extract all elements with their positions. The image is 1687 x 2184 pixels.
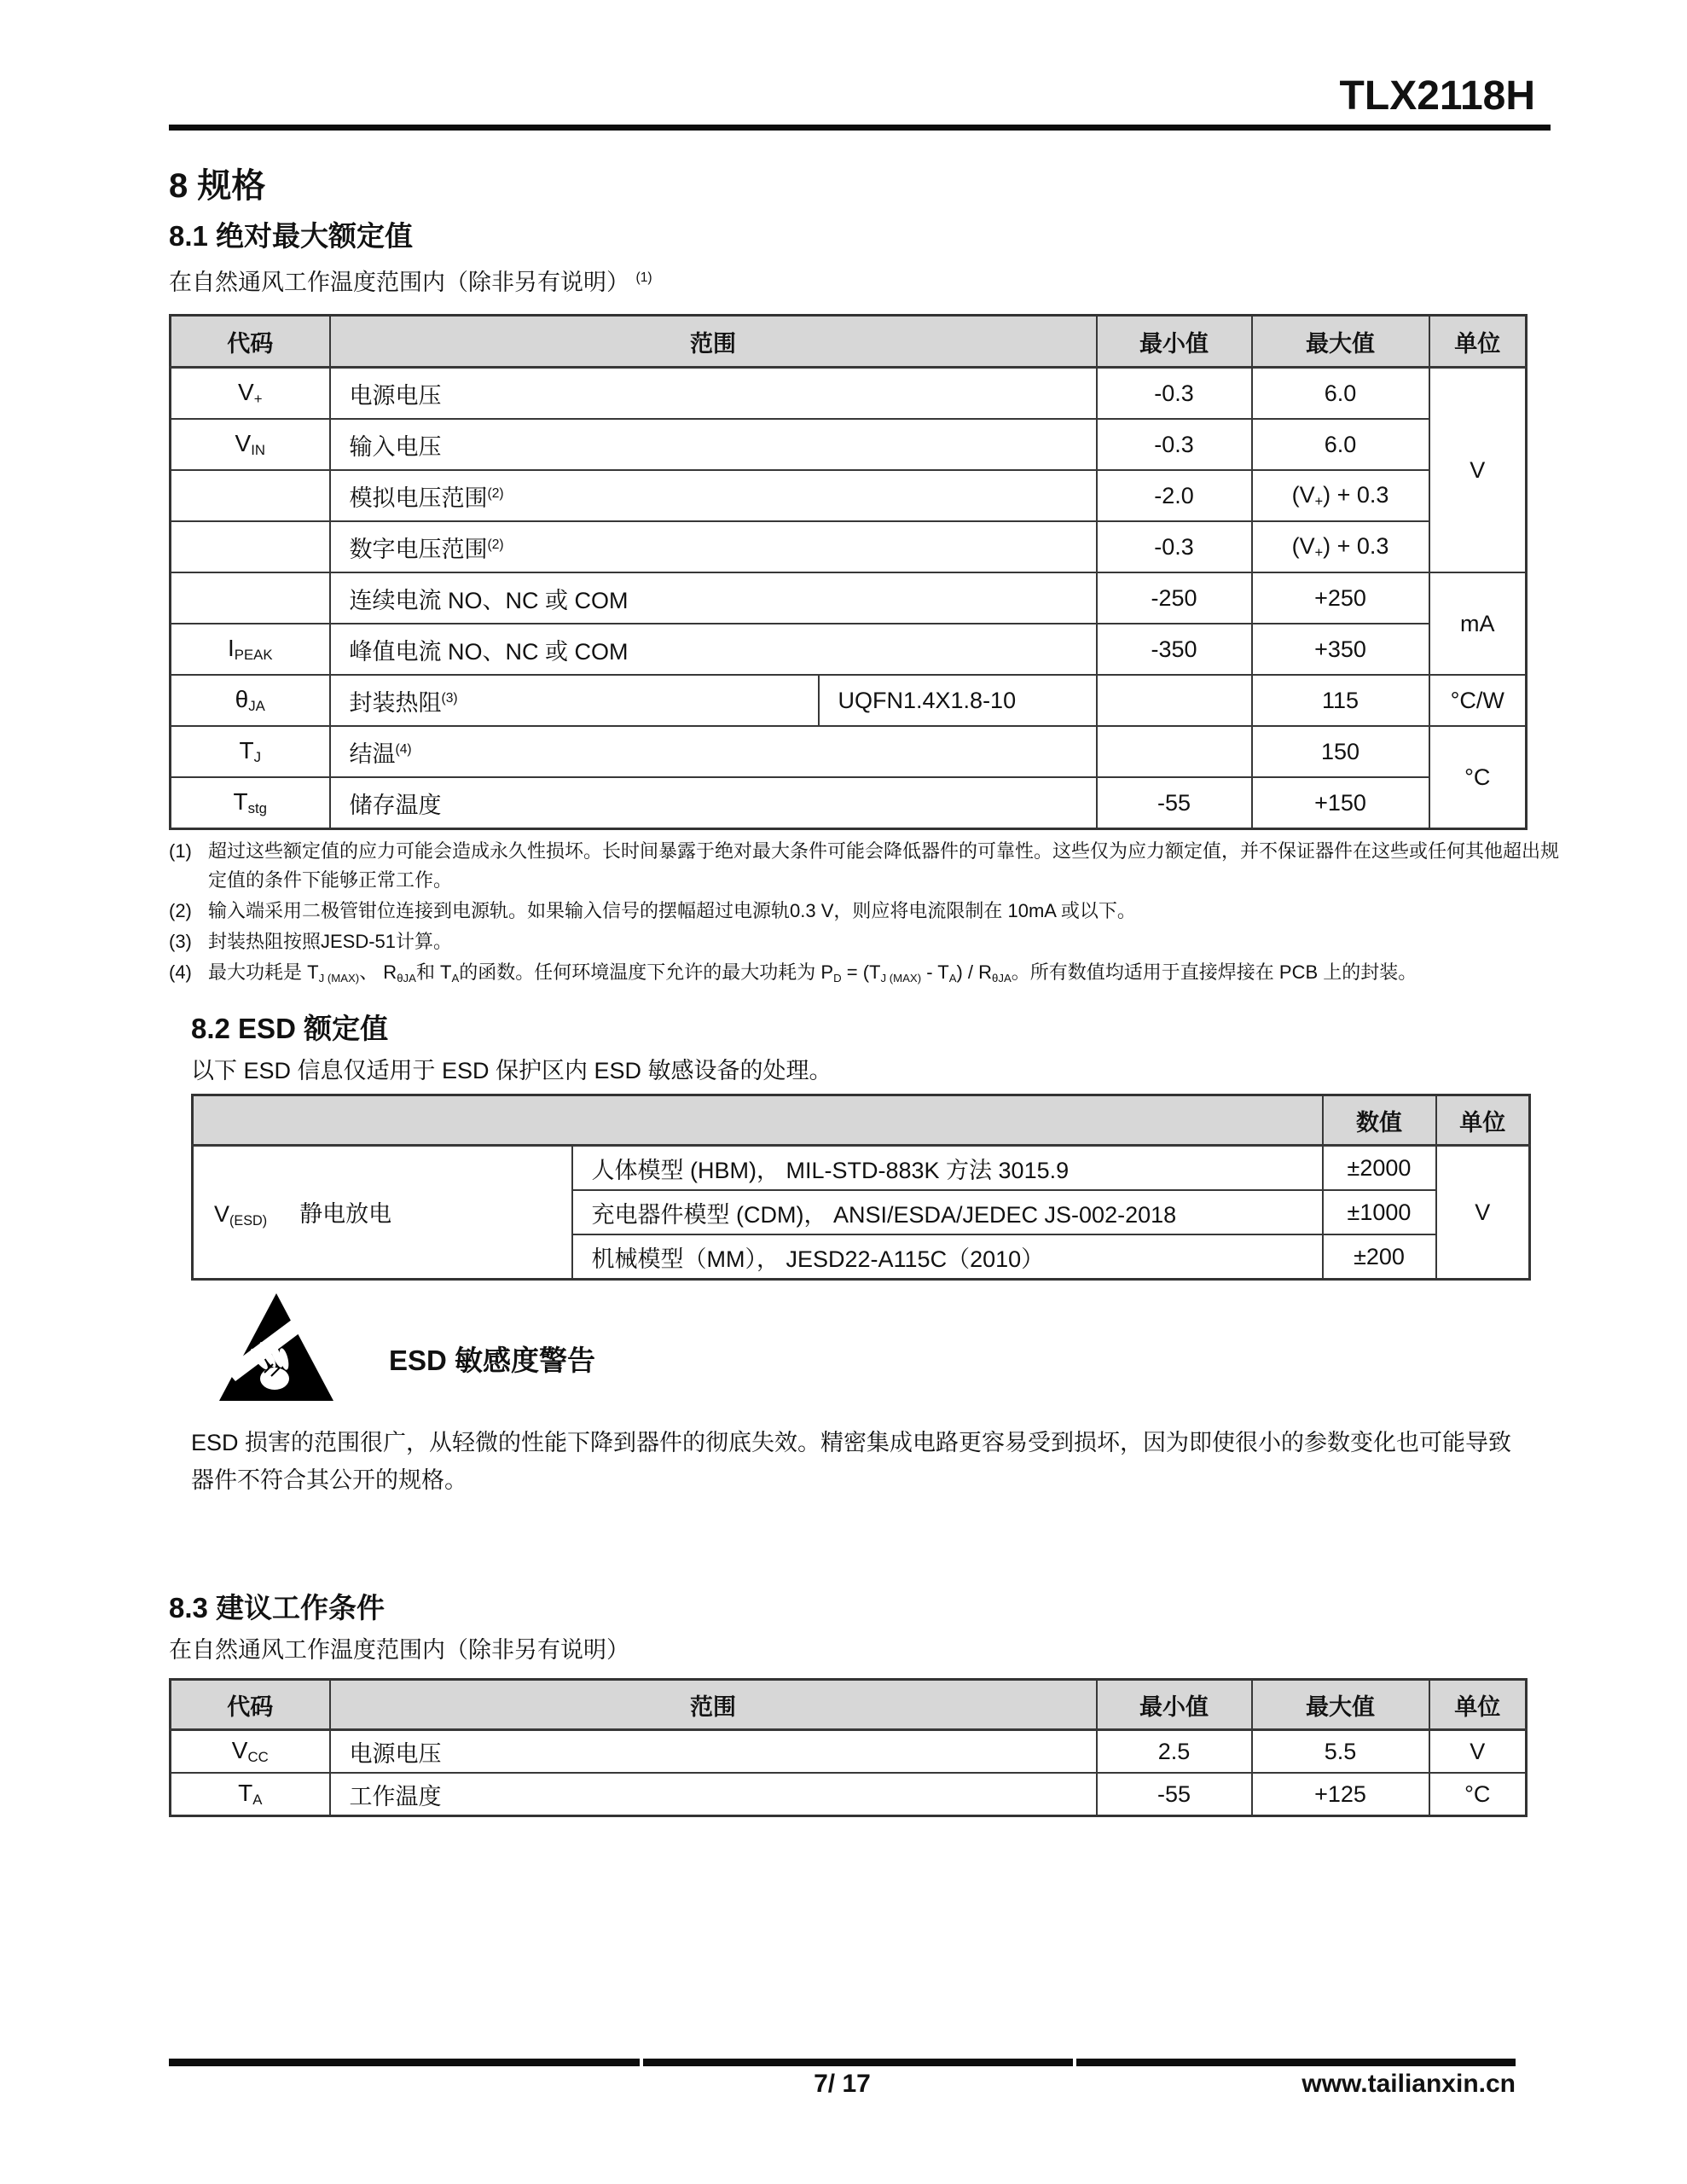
column-header-value: 数值 (1323, 1095, 1436, 1146)
max-cell: +125 (1252, 1773, 1429, 1816)
min-cell (1097, 726, 1252, 777)
page-number: 7/ 17 (814, 2070, 871, 2098)
page-header (169, 0, 1551, 131)
footnote-text: 超过这些额定值的应力可能会造成永久性损坏。长时间暴露于绝对最大条件可能会降低器件的可靠性。这些仅为应力额定值，并不保证器件在这些或任何其他超出规定值的条件下能够正常工作。 (208, 840, 1560, 891)
code-cell (171, 470, 330, 521)
website-url: www.tailianxin.cn (1301, 2070, 1516, 2098)
esd-warning-icon (217, 1291, 336, 1403)
footnote-text: 最大功耗是 $T_{J (MAX)}$、 $R_{\theta JA}$和 $T_A$的函数。任何环境温度下允许的最大功耗为 $P_D = (T_{J (MAX)} - T_A) / R_{\theta JA}$。所有数值均适用于直接焊接在 PCB 上的封装。 (208, 961, 1417, 985)
table-header-row (193, 1095, 1530, 1146)
footnote (169, 897, 1568, 926)
column-header-blank (193, 1095, 1323, 1146)
code-cell: $T_A$ (171, 1773, 330, 1816)
range-cell: 结温$^{(4)}$ (330, 726, 1097, 777)
column-header-range: 范围 (330, 316, 1097, 368)
table-row (171, 368, 1527, 420)
section-8-1-title: 8.1 绝对最大额定值 (169, 220, 414, 252)
min-cell: -55 (1097, 777, 1252, 829)
unit-cell: °C (1429, 1773, 1527, 1816)
section-8-3-title: 8.3 建议工作条件 (169, 1592, 386, 1623)
min-cell: -250 (1097, 572, 1252, 624)
table-row (171, 1773, 1527, 1816)
column-header-code: 代码 (171, 1680, 330, 1730)
max-cell: +350 (1252, 624, 1429, 675)
absolute-maximum-ratings-table (169, 314, 1528, 830)
code-cell: $\theta_{JA}$ (171, 675, 330, 726)
esd-code: $V_{(ESD)}$ (214, 1201, 268, 1228)
code-cell: $V_{IN}$ (171, 419, 330, 470)
max-cell: +150 (1252, 777, 1429, 829)
column-header-min: 最小值 (1097, 316, 1252, 368)
model-cell: 机械模型（MM）， JESD22-A115C（2010） (572, 1234, 1323, 1280)
code-cell (171, 521, 330, 572)
esd-code-cell (193, 1146, 572, 1280)
code-cell: $V_{CC}$ (171, 1730, 330, 1774)
range-cell: 连续电流 NO、NC 或 COM (330, 572, 1097, 624)
max-cell: 6.0 (1252, 368, 1429, 420)
footnote-marker: (3) (169, 931, 192, 952)
footnote-marker: (2) (169, 900, 192, 921)
package-cell: UQFN1.4X1.8-10 (819, 675, 1097, 726)
table-header-row (171, 1680, 1527, 1730)
footnote-text: 输入端采用二极管钳位连接到电源轨。如果输入信号的摆幅超过电源轨0.3 V，则应将电流限制在 10mA 或以下。 (208, 900, 1136, 921)
max-cell: $(V_+) + 0.3$ (1252, 470, 1429, 521)
max-cell: 115 (1252, 675, 1429, 726)
table-row (171, 470, 1527, 521)
code-cell: $I_{PEAK}$ (171, 624, 330, 675)
section-8-title: 8 规格 (169, 167, 266, 205)
range-cell: 储存温度 (330, 777, 1097, 829)
min-cell: -2.0 (1097, 470, 1252, 521)
section-8-3-intro: 在自然通风工作温度范围内（除非另有说明） (169, 1637, 629, 1663)
esd-code-label: 静电放电 (299, 1201, 392, 1227)
footnote-marker: (4) (169, 961, 192, 983)
column-header-unit: 单位 (1436, 1095, 1530, 1146)
min-cell: -0.3 (1097, 419, 1252, 470)
table-row (171, 624, 1527, 675)
unit-cell: V (1436, 1146, 1530, 1280)
range-cell: 封装热阻$^{(3)}$ (330, 675, 819, 726)
recommended-operating-conditions-table (169, 1678, 1528, 1817)
table-row (171, 1730, 1527, 1774)
footnote-marker: (1) (169, 840, 192, 862)
table-row (171, 419, 1527, 470)
column-header-unit: 单位 (1429, 1680, 1527, 1730)
min-cell (1097, 675, 1252, 726)
column-header-range: 范围 (330, 1680, 1097, 1730)
unit-cell: °C (1429, 726, 1527, 829)
section-8-3 (169, 1591, 1551, 1817)
unit-cell: V (1429, 1730, 1527, 1774)
esd-ratings-table (191, 1094, 1531, 1281)
esd-warning-body: ESD 损害的范围很广，从轻微的性能下降到器件的彻底失效。精密集成电路更容易受到损坏，因为即使很小的参数变化也可能导致器件不符合其公开的规格。 (191, 1430, 1512, 1493)
table-row (171, 572, 1527, 624)
unit-cell: V (1429, 368, 1527, 573)
table-row (171, 726, 1527, 777)
code-cell: $T_J$ (171, 726, 330, 777)
column-header-min: 最小值 (1097, 1680, 1252, 1730)
table-row (171, 675, 1527, 726)
max-cell: 5.5 (1252, 1730, 1429, 1774)
header-rule (169, 125, 1551, 131)
range-cell: 数字电压范围$^{(2)}$ (330, 521, 1097, 572)
min-cell: -0.3 (1097, 368, 1252, 420)
max-cell: +250 (1252, 572, 1429, 624)
max-cell: 6.0 (1252, 419, 1429, 470)
min-cell: -0.3 (1097, 521, 1252, 572)
footnote (169, 837, 1568, 895)
model-cell: 充电器件模型 (CDM)， ANSI/ESDA/JEDEC JS-002-2018 (572, 1190, 1323, 1234)
part-number: TLX2118H (1339, 73, 1535, 119)
column-header-max: 最大值 (1252, 316, 1429, 368)
unit-cell: mA (1429, 572, 1527, 675)
range-cell: 电源电压 (330, 368, 1097, 420)
column-header-unit: 单位 (1429, 316, 1527, 368)
code-cell: $V_+$ (171, 368, 330, 420)
min-cell: -55 (1097, 1773, 1252, 1816)
code-cell: $T_{stg}$ (171, 777, 330, 829)
column-header-max: 最大值 (1252, 1680, 1429, 1730)
section-8-2-intro: 以下 ESD 信息仅适用于 ESD 保护区内 ESD 敏感设备的处理。 (191, 1058, 832, 1083)
column-header-code: 代码 (171, 316, 330, 368)
table-row (171, 521, 1527, 572)
footnotes (169, 837, 1568, 993)
page-footer (169, 2059, 1516, 2106)
table-row (193, 1146, 1530, 1191)
esd-warning-title: ESD 敏感度警告 (389, 1344, 596, 1376)
footnote (169, 958, 1568, 993)
range-cell: 模拟电压范围$^{(2)}$ (330, 470, 1097, 521)
max-cell: $(V_+) + 0.3$ (1252, 521, 1429, 572)
footnote-text: 封装热阻按照JESD-51计算。 (208, 931, 453, 952)
table-row (171, 777, 1527, 829)
max-cell: 150 (1252, 726, 1429, 777)
range-cell: 峰值电流 NO、NC 或 COM (330, 624, 1097, 675)
section-8-1-intro: 在自然通风工作温度范围内（除非另有说明） $^{(1)}$ (169, 270, 652, 295)
table-header-row (171, 316, 1527, 368)
esd-warning-banner (191, 1291, 1551, 1403)
footnote (169, 927, 1568, 956)
min-cell: 2.5 (1097, 1730, 1252, 1774)
value-cell: ±2000 (1323, 1146, 1436, 1191)
value-cell: ±1000 (1323, 1190, 1436, 1234)
model-cell: 人体模型 (HBM)， MIL-STD-883K 方法 3015.9 (572, 1146, 1323, 1191)
min-cell: -350 (1097, 624, 1252, 675)
footer-rule (169, 2059, 1516, 2066)
code-cell (171, 572, 330, 624)
range-cell: 输入电压 (330, 419, 1097, 470)
footer-row (169, 2070, 1516, 2106)
section-8-2-title: 8.2 ESD 额定值 (191, 1013, 389, 1044)
unit-cell: °C/W (1429, 675, 1527, 726)
range-cell: 工作温度 (330, 1773, 1097, 1816)
range-cell: 电源电压 (330, 1730, 1097, 1774)
section-8-2 (191, 1012, 1551, 1499)
value-cell: ±200 (1323, 1234, 1436, 1280)
